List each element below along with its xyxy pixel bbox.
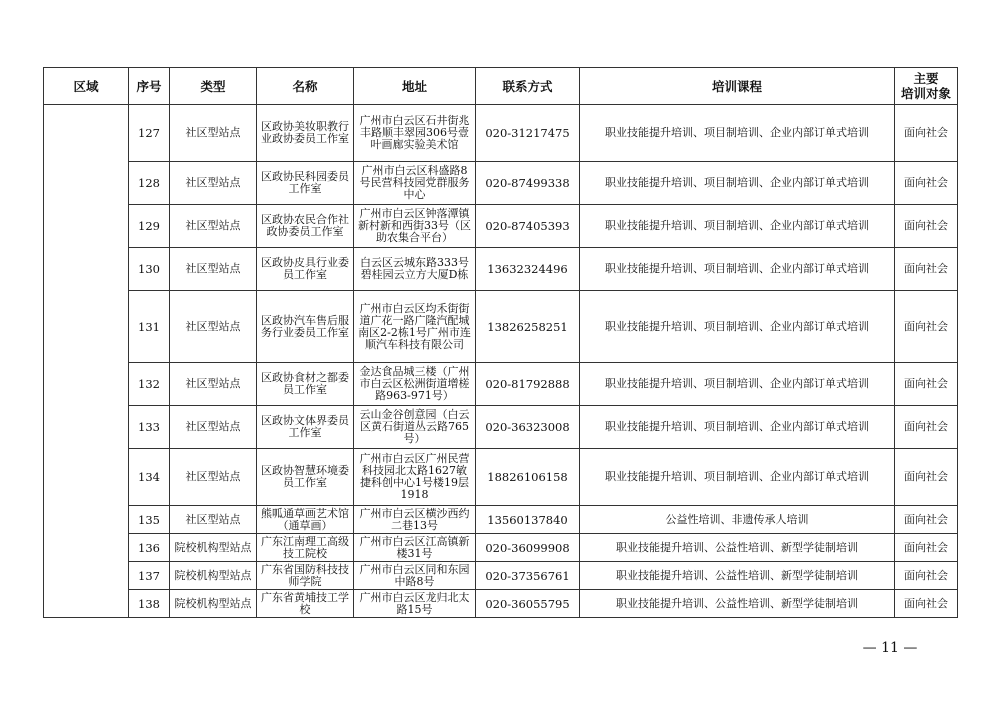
header-target (895, 68, 958, 105)
courses-cell: 职业技能提升培训、项目制培训、企业内部订单式培训 (580, 291, 895, 363)
address-cell: 白云区云城东路333号碧桂园云立方大厦D栋 (354, 248, 476, 291)
contact-cell: 18826106158 (476, 449, 580, 506)
name-cell: 区政协皮具行业委员工作室 (257, 248, 354, 291)
address-cell: 金达食品城三楼（广州市白云区松洲街道增槎路963-971号） (354, 363, 476, 406)
courses-cell: 职业技能提升培训、公益性培训、新型学徒制培训 (580, 590, 895, 618)
name-cell: 区政协美妆职教行业政协委员工作室 (257, 105, 354, 162)
name-cell: 区政协食材之都委员工作室 (257, 363, 354, 406)
type-cell: 社区型站点 (170, 406, 257, 449)
courses-cell: 职业技能提升培训、项目制培训、企业内部订单式培训 (580, 105, 895, 162)
courses-cell: 职业技能提升培训、项目制培训、企业内部订单式培训 (580, 363, 895, 406)
contact-cell: 020-37356761 (476, 562, 580, 590)
contact-cell: 020-87405393 (476, 205, 580, 248)
type-cell: 社区型站点 (170, 248, 257, 291)
name-cell: 区政协智慧环境委员工作室 (257, 449, 354, 506)
table-row (44, 105, 958, 162)
courses-cell: 公益性培训、非遗传承人培训 (580, 506, 895, 534)
serial-cell: 134 (129, 449, 170, 506)
name-cell: 区政协农民合作社政协委员工作室 (257, 205, 354, 248)
courses-cell: 职业技能提升培训、项目制培训、企业内部订单式培训 (580, 205, 895, 248)
contact-cell: 13560137840 (476, 506, 580, 534)
page-number: — 11 — (862, 640, 918, 656)
name-cell: 区政协文体界委员工作室 (257, 406, 354, 449)
target-cell: 面向社会 (895, 562, 958, 590)
target-cell: 面向社会 (895, 162, 958, 205)
type-cell: 社区型站点 (170, 105, 257, 162)
target-cell: 面向社会 (895, 534, 958, 562)
address-cell: 广州市白云区均禾街街道广花一路广隆汽配城南区2-2栋1号广州市连顺汽车科技有限公司 (354, 291, 476, 363)
target-cell: 面向社会 (895, 406, 958, 449)
table-row (44, 590, 958, 618)
address-cell: 广州市白云区石井街兆丰路顺丰翠园306号壹叶画廊实验美术馆 (354, 105, 476, 162)
table-row (44, 363, 958, 406)
address-cell: 广州市白云区钟落潭镇新村新和西街33号（区助农集合平台） (354, 205, 476, 248)
contact-cell: 020-87499338 (476, 162, 580, 205)
type-cell: 社区型站点 (170, 162, 257, 205)
header-name: 名称 (257, 68, 354, 105)
table-row (44, 205, 958, 248)
serial-cell: 128 (129, 162, 170, 205)
address-cell: 广州市白云区同和东园中路8号 (354, 562, 476, 590)
header-type: 类型 (170, 68, 257, 105)
contact-cell: 13826258251 (476, 291, 580, 363)
header-contact: 联系方式 (476, 68, 580, 105)
target-cell: 面向社会 (895, 506, 958, 534)
type-cell: 社区型站点 (170, 363, 257, 406)
serial-cell: 133 (129, 406, 170, 449)
name-cell: 广东省黄埔技工学校 (257, 590, 354, 618)
target-cell: 面向社会 (895, 105, 958, 162)
table-row (44, 248, 958, 291)
target-cell: 面向社会 (895, 205, 958, 248)
header-region: 区域 (44, 68, 129, 105)
courses-cell: 职业技能提升培训、项目制培训、企业内部订单式培训 (580, 449, 895, 506)
address-cell: 广州市白云区江高镇新楼31号 (354, 534, 476, 562)
address-cell: 广州市白云区广州民营科技园北太路1627敏捷科创中心1号楼19层1918 (354, 449, 476, 506)
type-cell: 社区型站点 (170, 291, 257, 363)
address-cell: 云山金谷创意园（白云区黄石街道丛云路765号） (354, 406, 476, 449)
name-cell: 区政协民科园委员工作室 (257, 162, 354, 205)
contact-cell: 020-31217475 (476, 105, 580, 162)
table-row (44, 162, 958, 205)
courses-cell: 职业技能提升培训、项目制培训、企业内部订单式培训 (580, 248, 895, 291)
name-cell: 广东省国防科技技师学院 (257, 562, 354, 590)
target-cell: 面向社会 (895, 291, 958, 363)
type-cell: 社区型站点 (170, 449, 257, 506)
serial-cell: 127 (129, 105, 170, 162)
serial-cell: 136 (129, 534, 170, 562)
training-sites-table (43, 67, 958, 618)
courses-cell: 职业技能提升培训、项目制培训、企业内部订单式培训 (580, 162, 895, 205)
serial-cell: 130 (129, 248, 170, 291)
name-cell: 区政协汽车售后服务行业委员工作室 (257, 291, 354, 363)
type-cell: 社区型站点 (170, 205, 257, 248)
table-row (44, 291, 958, 363)
table-row (44, 562, 958, 590)
target-cell: 面向社会 (895, 248, 958, 291)
serial-cell: 131 (129, 291, 170, 363)
header-row (44, 68, 958, 105)
serial-cell: 138 (129, 590, 170, 618)
type-cell: 院校机构型站点 (170, 562, 257, 590)
header-address: 地址 (354, 68, 476, 105)
header-courses: 培训课程 (580, 68, 895, 105)
table-row (44, 534, 958, 562)
target-cell: 面向社会 (895, 449, 958, 506)
contact-cell: 020-36099908 (476, 534, 580, 562)
type-cell: 社区型站点 (170, 506, 257, 534)
region-cell (44, 105, 129, 618)
header-target-line2: 培训对象 (900, 86, 951, 101)
serial-cell: 137 (129, 562, 170, 590)
target-cell: 面向社会 (895, 363, 958, 406)
table-row (44, 406, 958, 449)
address-cell: 广州市白云区横沙西约二巷13号 (354, 506, 476, 534)
name-cell: 广东江南理工高级技工院校 (257, 534, 354, 562)
type-cell: 院校机构型站点 (170, 590, 257, 618)
serial-cell: 135 (129, 506, 170, 534)
contact-cell: 13632324496 (476, 248, 580, 291)
contact-cell: 020-81792888 (476, 363, 580, 406)
address-cell: 广州市白云区科盛路8号民营科技园党群服务中心 (354, 162, 476, 205)
table-row (44, 506, 958, 534)
header-target-line1: 主要 (913, 71, 939, 86)
table-row (44, 449, 958, 506)
serial-cell: 129 (129, 205, 170, 248)
courses-cell: 职业技能提升培训、项目制培训、企业内部订单式培训 (580, 406, 895, 449)
contact-cell: 020-36055795 (476, 590, 580, 618)
courses-cell: 职业技能提升培训、公益性培训、新型学徒制培训 (580, 562, 895, 590)
type-cell: 院校机构型站点 (170, 534, 257, 562)
serial-cell: 132 (129, 363, 170, 406)
contact-cell: 020-36323008 (476, 406, 580, 449)
name-cell: 熊呱通草画艺术馆（通草画） (257, 506, 354, 534)
address-cell: 广州市白云区龙归北太路15号 (354, 590, 476, 618)
courses-cell: 职业技能提升培训、公益性培训、新型学徒制培训 (580, 534, 895, 562)
target-cell: 面向社会 (895, 590, 958, 618)
header-serial: 序号 (129, 68, 170, 105)
